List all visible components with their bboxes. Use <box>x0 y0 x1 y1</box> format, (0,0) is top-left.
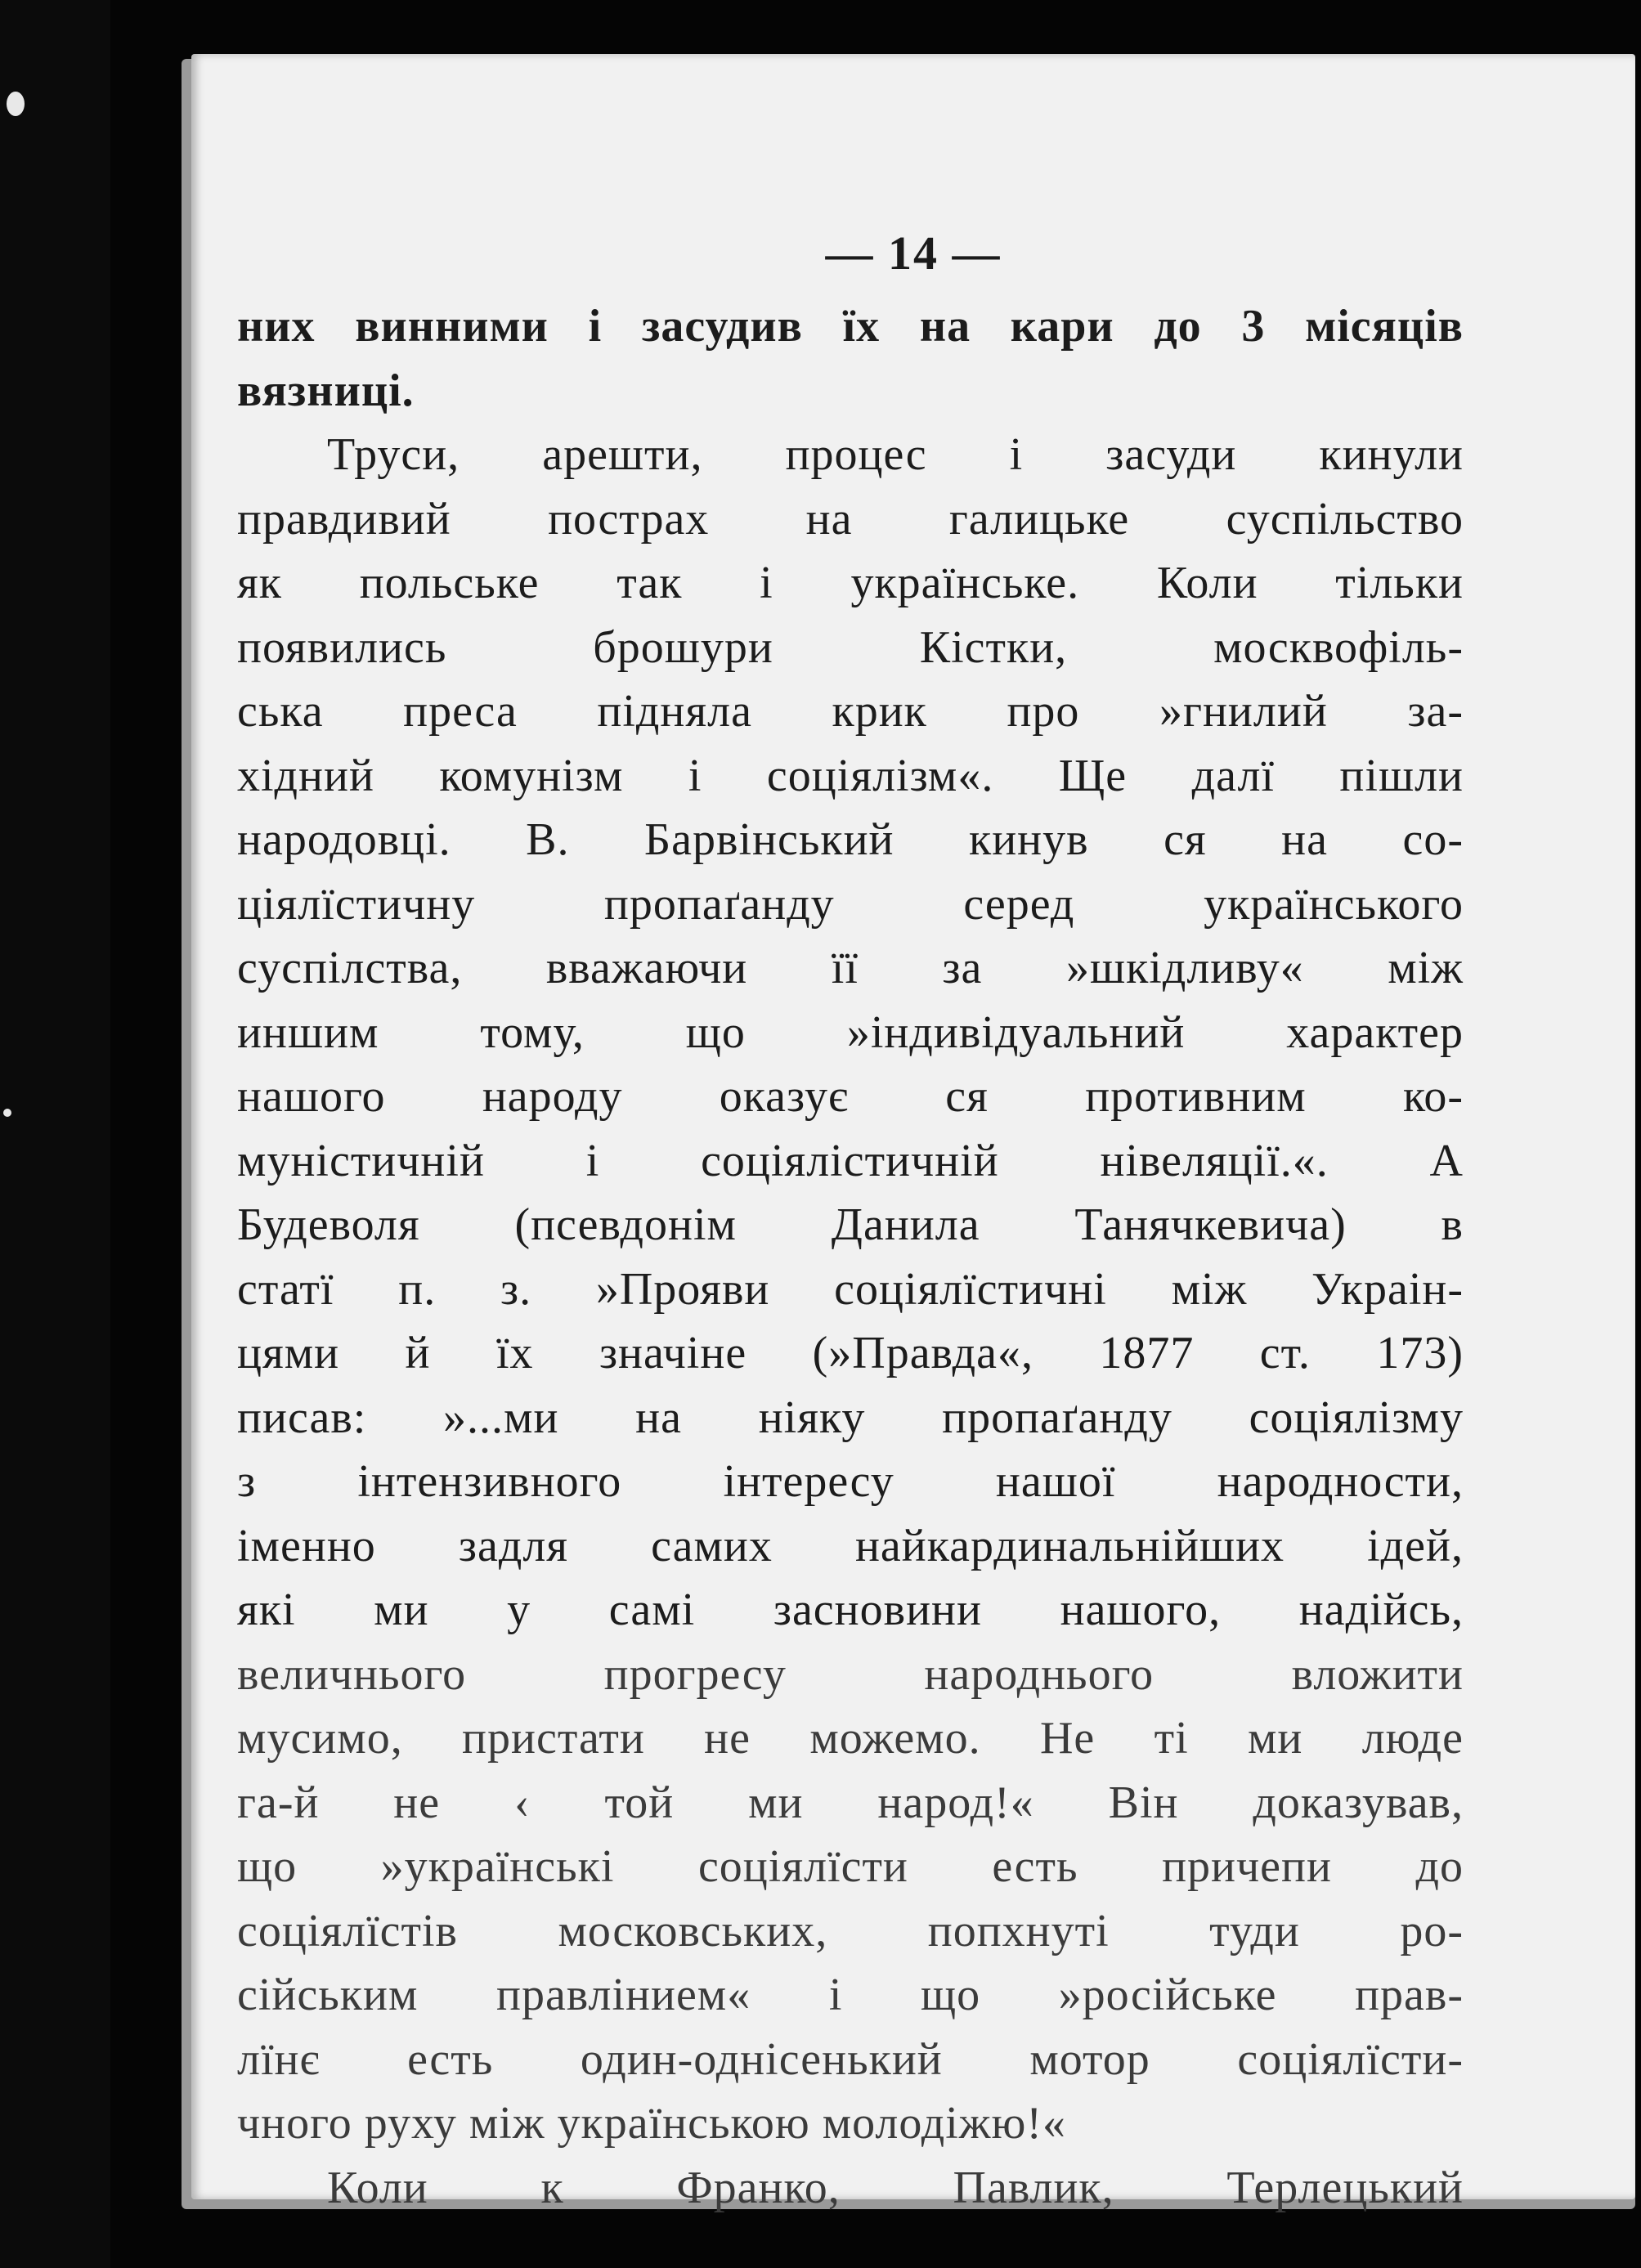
text-line: цями й їх значіне (»Правда«, 1877 ст. 173) <box>237 1328 1464 1378</box>
text-line: соціялїстів московських, попхнуті туди ро- <box>237 1905 1464 1956</box>
text-line: величнього прогресу народнього вложити <box>237 1648 1464 1700</box>
text-line: появились брошури Кістки, москвофіль- <box>237 621 1464 673</box>
text-line: мусимо, пристати не можемо. Не ті ми люде <box>237 1713 1464 1764</box>
text-line: з інтензивного інтересу нашої народности, <box>237 1456 1464 1507</box>
text-line: народовці. В. Барвінський кинув ся на со- <box>237 814 1464 865</box>
scan-border-left <box>0 0 110 2268</box>
text-line: сійським правлінием« і що »російське прав- <box>237 1970 1464 2020</box>
text-line: Коли к Франко, Павлик, Терлецький <box>327 2162 1464 2213</box>
text-line: ціялїстичну пропаґанду серед українського <box>237 878 1464 930</box>
text-line: Будеволя (псевдонім Данила Танячкевича) в <box>237 1199 1464 1250</box>
text-line: Труси, арешти, процес і засуди кинули <box>327 429 1464 480</box>
text-line: лїнє есть один-однісенький мотор соціялїсти- <box>237 2033 1464 2085</box>
body-text <box>237 294 1464 2220</box>
text-line: як польське так і українське. Коли тільки <box>237 558 1464 608</box>
text-line: хідний комунізм і соціялізм«. Ще далї пішли <box>237 750 1464 801</box>
text-line: статї п. з. »Прояви соціялїстичні між Украін- <box>237 1263 1464 1315</box>
scan-dust-spot <box>7 92 25 116</box>
text-line: них винними і засудив їх на кари до 3 місяців <box>237 301 1464 352</box>
text-line: га-й не ‹ той ми народ!« Він доказував, <box>237 1777 1464 1828</box>
text-line: нашого народу оказує ся противним ко- <box>237 1071 1464 1122</box>
text-line: іменно задля самих найкардинальнійших ідей, <box>237 1520 1464 1571</box>
text-line: які ми у самі засновини нашого, надійсь, <box>237 1584 1464 1635</box>
text-line: муністичній і соціялістичній нівеляції.«. А <box>237 1135 1464 1186</box>
page-number: — 14 — <box>825 226 1002 280</box>
text-line: суспілства, вважаючи її за »шкідливу« між <box>237 943 1464 993</box>
text-line: писав: »...ми на ніяку пропаґанду соціялізму <box>237 1392 1464 1443</box>
text-line: чного руху між українською молодіжю!« <box>237 2098 1066 2149</box>
text-line: правдивий пострах на галицьке суспільство <box>237 493 1464 545</box>
text-line: иншим тому, що »індивідуальний характер <box>237 1006 1464 1058</box>
text-line: що »українські соціялїсти есть причепи до <box>237 1841 1464 1892</box>
scan-dust-spot <box>3 1109 11 1117</box>
text-line: вязниці. <box>237 365 415 416</box>
text-line: ська преса підняла крик про »гнилий за- <box>237 686 1464 737</box>
